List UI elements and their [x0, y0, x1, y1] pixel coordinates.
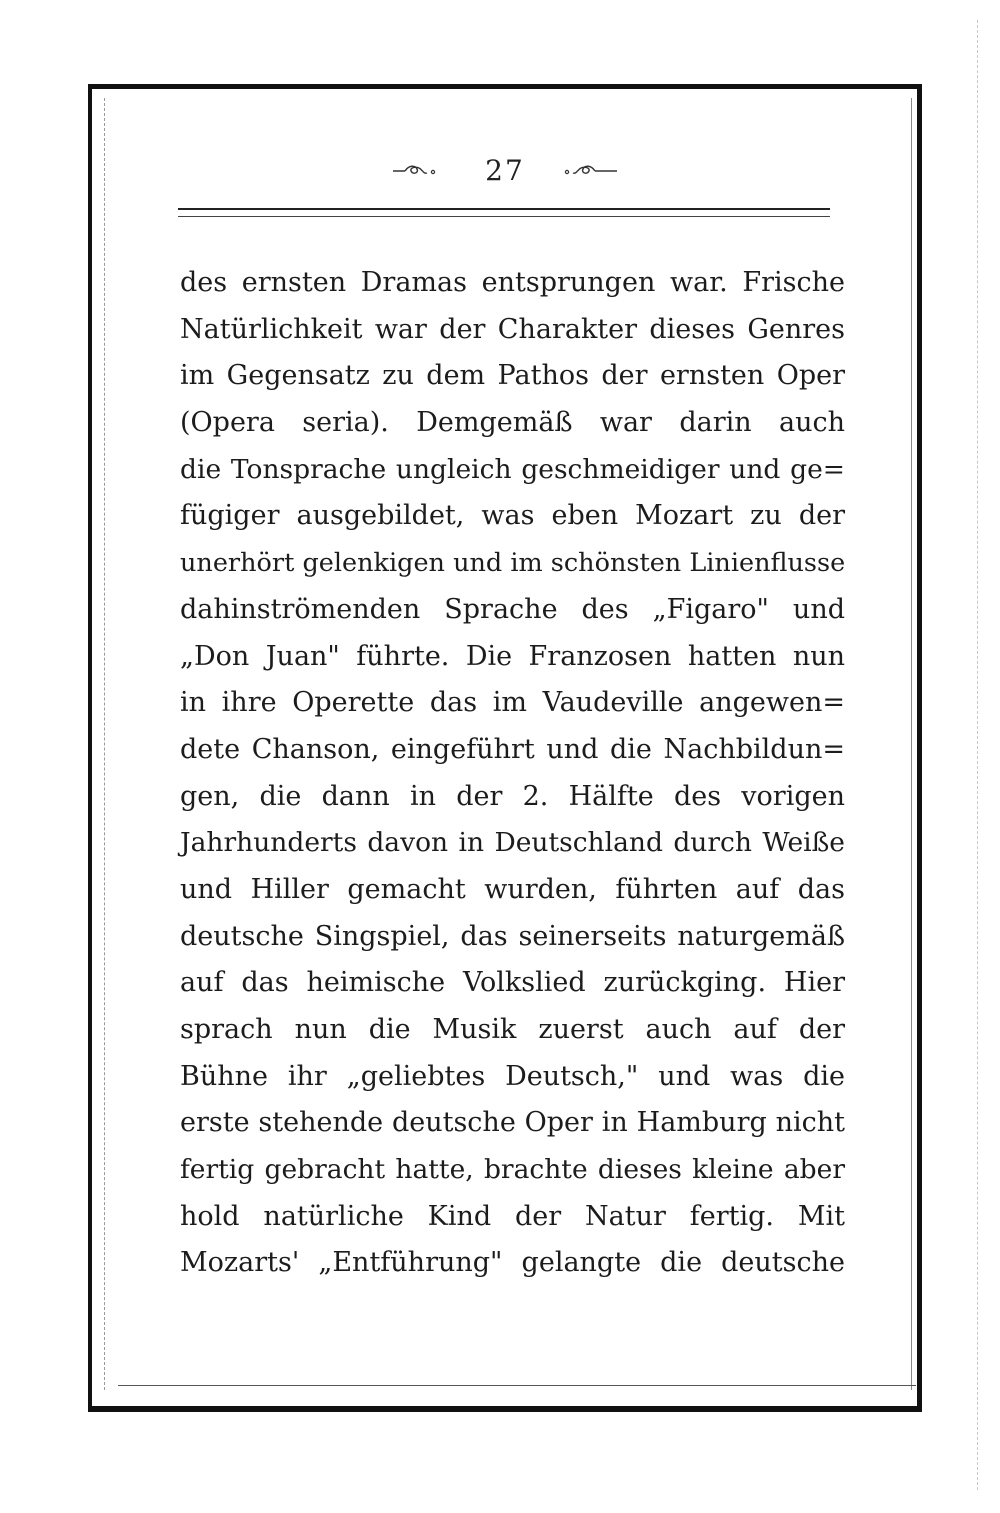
text-line: im Gegensatz zu dem Pathos der ernsten Oper: [180, 360, 845, 392]
text-line: hold natürliche Kind der Natur fertig. Mit: [180, 1200, 845, 1232]
text-line: die Tonsprache ungleich geschmeidiger und ge=: [180, 453, 845, 485]
text-line: deutsche Singspiel, das seinerseits naturgemäß: [180, 920, 845, 952]
text-line: Jahrhunderts davon in Deutschland durch Weiße: [180, 827, 845, 859]
ornament-flourish-right-icon: [559, 160, 619, 180]
text-line: (Opera seria). Demgemäß war darin auch: [180, 407, 845, 439]
text-line: in ihre Operette das im Vaudeville angewen=: [180, 687, 845, 719]
text-line: fertig gebracht hatte, brachte dieses kleine aber: [180, 1154, 845, 1186]
text-line: dete Chanson, eingeführt und die Nachbildun=: [180, 733, 845, 765]
text-line: „Don Juan" führte. Die Franzosen hatten nun: [180, 640, 845, 672]
text-line: Natürlichkeit war der Charakter dieses Genres: [180, 313, 845, 345]
text-line: auf das heimische Volkslied zurückging. Hier: [180, 967, 845, 999]
bottom-rule: [118, 1385, 916, 1386]
text-line: unerhört gelenkigen und im schönsten Linienflusse: [180, 548, 846, 579]
ornament-flourish-left-icon: [391, 160, 451, 180]
text-line: und Hiller gemacht wurden, führten auf das: [180, 873, 845, 905]
text-line: dahinströmenden Sprache des „Figaro" und: [180, 593, 845, 625]
text-line: fügiger ausgebildet, was eben Mozart zu der: [180, 500, 845, 532]
text-line: des ernsten Dramas entsprungen war. Frische: [180, 267, 845, 298]
page-number: 27: [485, 153, 525, 187]
text-line: Mozarts' „Entführung" gelangte die deutsche: [180, 1247, 845, 1279]
page-header: [180, 150, 830, 190]
body-text: [180, 260, 845, 1287]
header-rule: [178, 208, 830, 210]
text-line: gen, die dann in der 2. Hälfte des vorigen: [180, 780, 845, 812]
header-rule-thin: [178, 216, 830, 217]
text-line: Bühne ihr „geliebtes Deutsch," und was die: [180, 1060, 845, 1092]
text-line: sprach nun die Musik zuerst auch auf der: [180, 1014, 845, 1045]
text-line: erste stehende deutsche Oper in Hamburg nicht: [180, 1107, 845, 1139]
scan-edge-line: [977, 20, 978, 1490]
